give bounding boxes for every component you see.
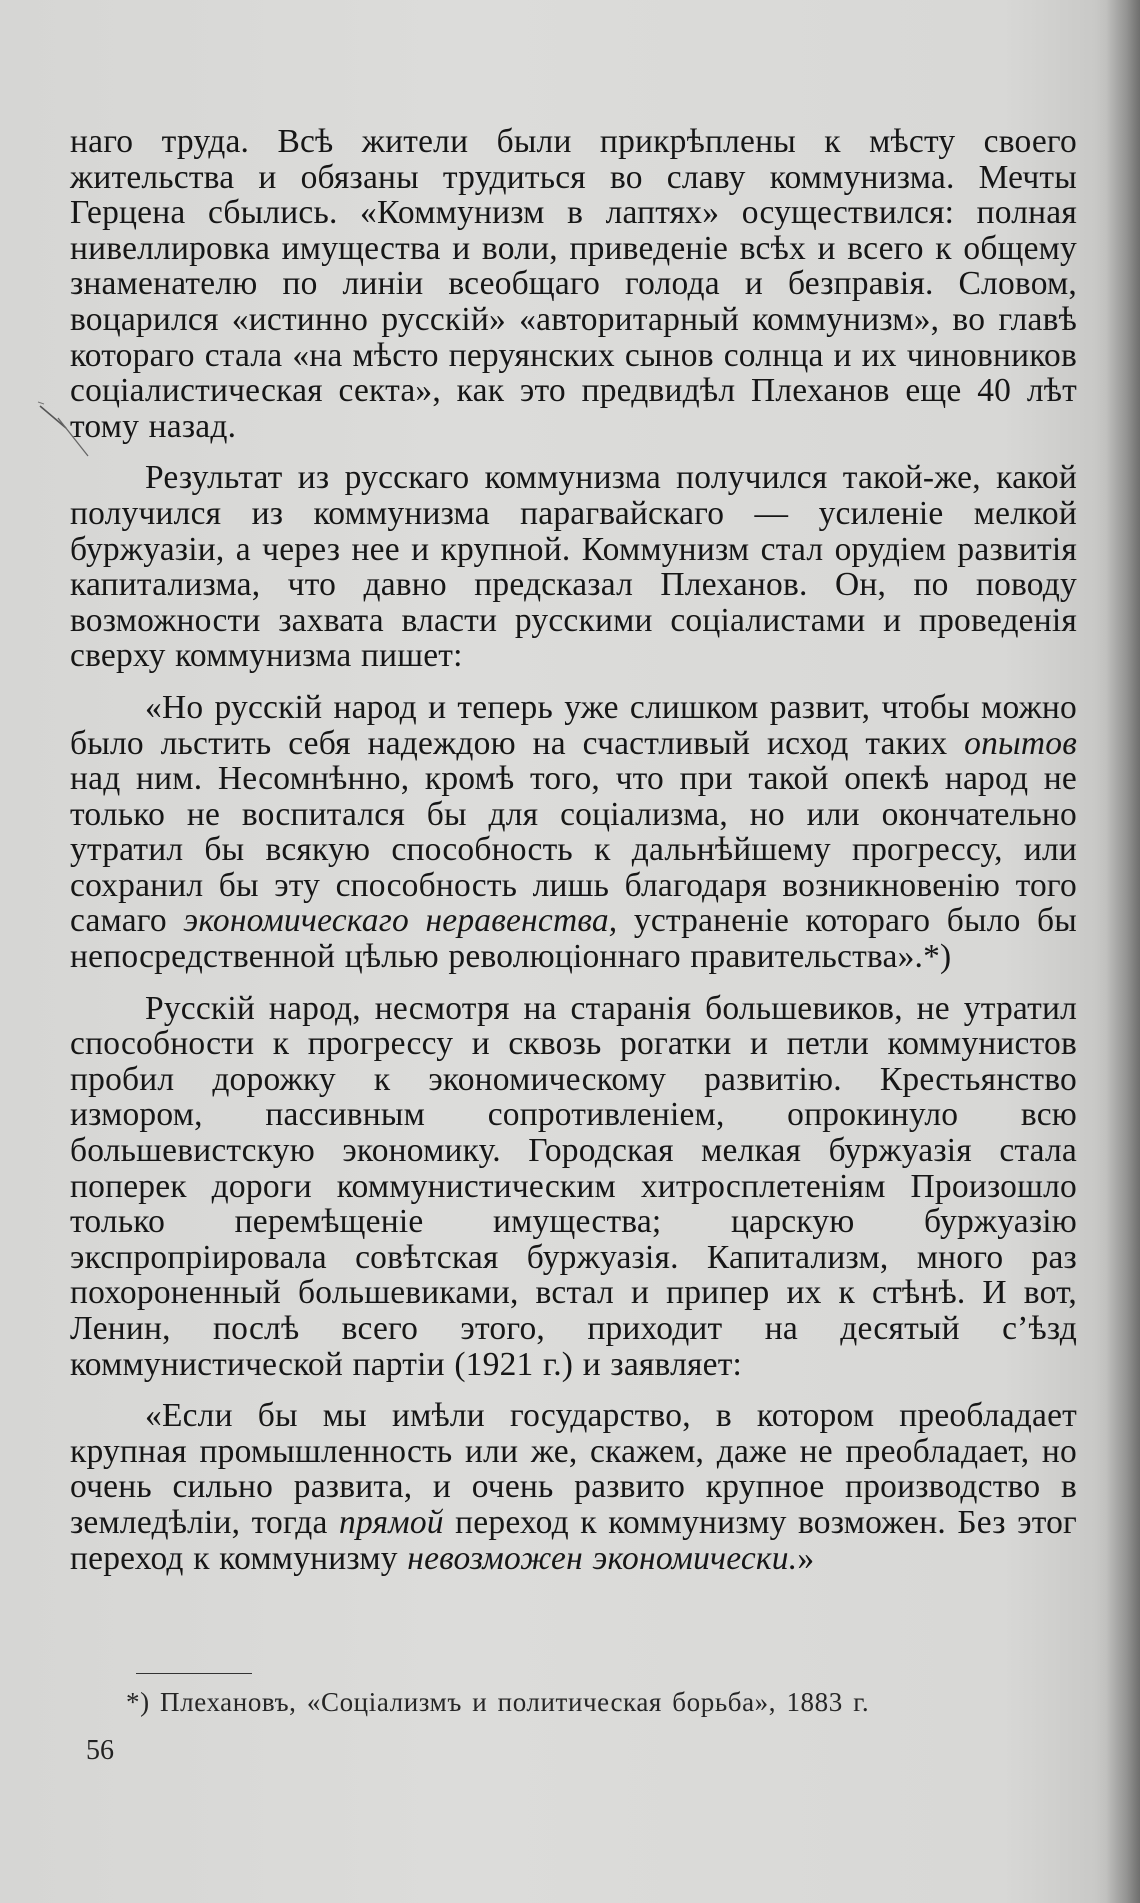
- emphasized-text: прямой: [339, 1503, 444, 1541]
- quote-paragraph: [70, 690, 1077, 975]
- text-run: Русскiй народ, несмотря на старанiя большевиков, не утратил способности к прогрессу и сквозь рогатки и петли коммунистов пробил дорожку к экономическому развитiю. Крестьянство измором, пассивным сопротивленiем, опрокинуло всю большевистскую экономику. Городская мелкая буржуазiя стала поперек дороги коммунистическим хитросплетенiям Произошло только перемѣщенiе имущества; царскую буржуазiю экспропрiировала совѣтская буржуазiя. Капитализм, много раз похороненный большевиками, встал и припер их к стѣнѣ. И вот, Ленин, послѣ всего этого, приходит на десятый с’ѣзд коммунистической партiи (1921 г.) и заявляет:: [70, 989, 1077, 1383]
- page-number: 56: [86, 1735, 114, 1766]
- text-run: «Но русскiй народ и теперь уже слишком развит, чтобы можно было льстить себя надеждою на счастливый исход таких: [70, 688, 1077, 762]
- emphasized-text: опытов: [964, 724, 1077, 762]
- text-run: наго труда. Всѣ жители были прикрѣплены к мѣсту своего жительства и обязаны трудиться во славу коммунизма. Мечты Герцена сбылись. «Коммунизм в лаптях» осуществился: полная нивеллировка имущества и воли, приведенiе всѣх и всего к общему знаменателю по линiи всеобщаго голода и безправiя. Словом, воцарился «истинно русскiй» «авторитарный коммунизм», во главѣ котораго стала «на мѣсто перуянских сынов солнца и их чиновников соцiалистическая секта», как это предвидѣл Плеханов еще 40 лѣт тому назад.: [70, 123, 1077, 445]
- emphasized-text: невозможен экономически.: [407, 1539, 798, 1577]
- footnote: *) Плехановъ, «Соцiализмъ и политическая борьба», 1883 г.: [126, 1687, 870, 1717]
- text-run: устраненiе котораго было бы непосредственной цѣлью революцiоннаго правительства».*): [70, 902, 1077, 976]
- page-edge-shadow: [1106, 0, 1140, 1903]
- main-text: [70, 124, 1077, 1576]
- text-run: переход к коммунизму возможен. Без этог переход к коммунизму: [70, 1503, 1077, 1577]
- paragraph: [70, 460, 1077, 674]
- text-run: »: [797, 1539, 815, 1577]
- emphasized-text: экономическаго неравенства,: [183, 902, 618, 940]
- paragraph: [70, 124, 1077, 444]
- footnote-divider: [136, 1673, 252, 1674]
- text-run: Результат из русскаго коммунизма получился такой-же, какой получился из коммунизма парагвайскаго — усиленiе мелкой буржуазiи, а через нее и крупной. Коммунизм стал орудiем развитiя капитализма, что давно предсказал Плеханов. Он, по поводу возможности захвата власти русскими соцiалистами и проведенiя сверху коммунизма пишет:: [70, 459, 1077, 675]
- text-run: «Если бы мы имѣли государство, в котором преобладает крупная промышленность или же, скажем, даже не преобладает, но очень сильно развита, и очень развито крупное производство в земледѣлiи, тогда: [70, 1397, 1077, 1541]
- text-run: над ним. Несомнѣнно, кромѣ того, что при такой опекѣ народ не только не воспитался бы для соцiализма, но или окончательно утратил бы всякую способность к дальнѣйшему прогрессу, или сохранил бы эту способность лишь благодаря возникновенiю того самаго: [70, 760, 1077, 940]
- quote-paragraph: [70, 1398, 1077, 1576]
- paragraph: [70, 991, 1077, 1383]
